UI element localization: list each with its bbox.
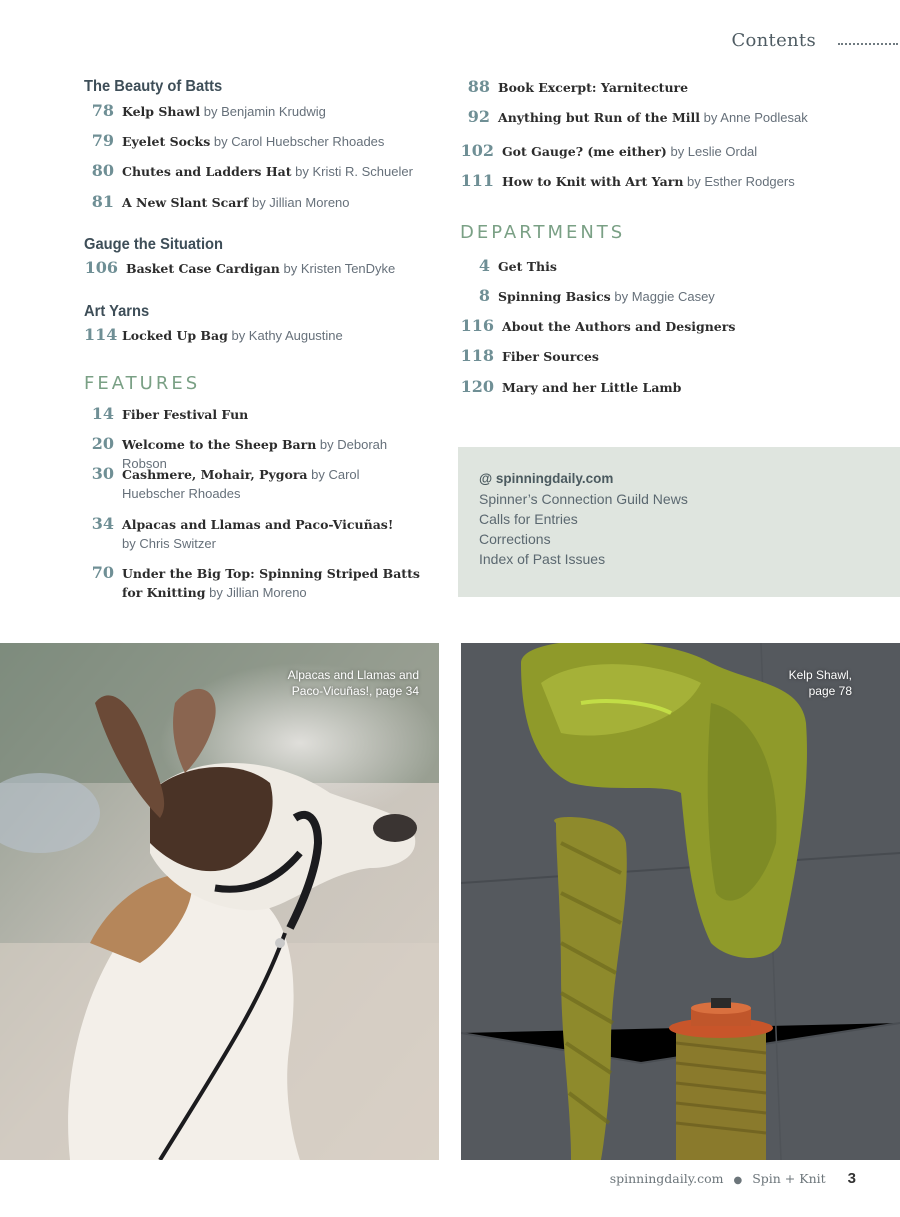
page-footer <box>610 1170 856 1187</box>
departments-heading: DEPARTMENTS <box>460 222 626 243</box>
entry-author: by Chris Switzer <box>122 536 216 551</box>
entry-author: by Maggie Casey <box>614 289 715 304</box>
entry-title: About the Authors and Designers <box>502 319 736 334</box>
llama-photo-caption <box>239 667 419 699</box>
page-number: 116 <box>460 316 494 335</box>
entry-title: Fiber Festival Fun <box>122 407 249 422</box>
entry-author: by Jillian Moreno <box>251 195 350 210</box>
footer-magazine: Spin + Knit <box>752 1171 826 1186</box>
page-number: 92 <box>467 107 490 126</box>
page-number: 114 <box>84 325 118 344</box>
caption-line: Paco-Vicuñas!, page 34 <box>291 684 419 698</box>
entry-author: by Esther Rodgers <box>687 174 795 189</box>
entry-title: Eyelet Socks <box>122 134 211 149</box>
toc-entry[interactable] <box>84 563 434 602</box>
entry-author: by Deborah Robson <box>122 437 388 471</box>
page-number: 20 <box>91 434 114 453</box>
entry-title: Fiber Sources <box>502 349 599 364</box>
toc-entry[interactable] <box>84 514 434 553</box>
entry-title: Locked Up Bag <box>122 328 228 343</box>
entry-title: Kelp Shawl <box>122 104 201 119</box>
entry-title: Cashmere, Mohair, Pygora <box>122 467 308 482</box>
entry-title: Mary and her Little Lamb <box>502 380 682 395</box>
section-heading-gauge-the-situation: Gauge the Situation <box>84 236 224 253</box>
entry-title: Anything but Run of the Mill <box>498 110 701 125</box>
toc-entry[interactable] <box>460 256 880 276</box>
toc-entry[interactable] <box>460 346 880 366</box>
entry-title: How to Knit with Art Yarn <box>502 174 684 189</box>
caption-line: Alpacas and Llamas and <box>287 668 419 682</box>
kelp-photo-caption <box>672 667 852 699</box>
entry-title: Got Gauge? (me either) <box>502 144 667 159</box>
page-number: 70 <box>91 563 114 582</box>
page-number: 78 <box>91 101 114 120</box>
page-number-footer: 3 <box>847 1170 856 1187</box>
entry-author: by Kristi R. Schueler <box>295 164 413 179</box>
entry-title: A New Slant Scarf <box>122 195 249 210</box>
header-dotted-rule <box>838 43 898 45</box>
page-title: Contents <box>731 30 816 51</box>
entry-author: by Anne Podlesak <box>703 110 808 125</box>
section-heading-art-yarns: Art Yarns <box>84 303 150 320</box>
website-link[interactable]: @ spinningdaily.com <box>479 471 614 486</box>
web-item-index-past-issues[interactable]: Index of Past Issues <box>479 551 606 567</box>
page-number: 8 <box>478 286 490 305</box>
web-item-corrections[interactable]: Corrections <box>479 531 551 547</box>
llama-illustration <box>0 643 439 1160</box>
page-number: 80 <box>91 161 114 180</box>
website-links-box <box>458 447 900 597</box>
toc-entry[interactable] <box>84 101 434 121</box>
page-number: 118 <box>460 346 494 365</box>
toc-entry[interactable] <box>460 77 880 97</box>
caption-line: page 78 <box>808 684 852 698</box>
entry-author: by Carol Huebscher Rhoades <box>213 134 385 149</box>
entry-author: by Kathy Augustine <box>231 328 343 343</box>
toc-entry[interactable] <box>84 404 434 424</box>
toc-entry[interactable] <box>460 286 880 306</box>
toc-entry[interactable] <box>84 258 434 278</box>
toc-entry[interactable] <box>84 192 434 212</box>
web-item-guild-news[interactable]: Spinner’s Connection Guild News <box>479 491 688 507</box>
entry-title: Spinning Basics <box>498 289 611 304</box>
entry-author: by Leslie Ordal <box>670 144 758 159</box>
toc-entry[interactable] <box>84 161 434 181</box>
toc-entry[interactable] <box>84 464 434 503</box>
web-item-calls-for-entries[interactable]: Calls for Entries <box>479 511 578 527</box>
entry-author: by Benjamin Krudwig <box>203 104 326 119</box>
toc-entry[interactable] <box>460 316 880 336</box>
entry-title: Alpacas and Llamas and Paco-Vicuñas! <box>122 517 394 532</box>
toc-entry[interactable] <box>460 171 880 191</box>
page-number: 34 <box>91 514 114 533</box>
kelp-yarn-photo <box>461 643 900 1160</box>
caption-line: Kelp Shawl, <box>788 668 852 682</box>
section-heading-beauty-of-batts: The Beauty of Batts <box>84 78 223 95</box>
footer-site[interactable]: spinningdaily.com <box>609 1171 724 1186</box>
entry-title: Chutes and Ladders Hat <box>122 164 292 179</box>
yarn-illustration <box>461 643 900 1160</box>
page-number: 30 <box>91 464 114 483</box>
toc-entry[interactable] <box>460 107 880 127</box>
toc-entry[interactable] <box>460 377 880 397</box>
entry-title: Basket Case Cardigan <box>126 261 280 276</box>
page-number: 106 <box>84 258 118 277</box>
entry-title: Book Excerpt: Yarnitecture <box>498 80 689 95</box>
entry-title: Under the Big Top: Spinning Striped Batts for Knitting <box>122 566 420 600</box>
entry-title: Welcome to the Sheep Barn <box>122 437 317 452</box>
toc-entry[interactable] <box>84 325 434 345</box>
page-number: 120 <box>460 377 494 396</box>
features-heading: FEATURES <box>84 373 201 394</box>
toc-entry[interactable] <box>84 131 434 151</box>
page-number: 111 <box>460 171 494 190</box>
entry-author: by Kristen TenDyke <box>283 261 396 276</box>
page-number: 79 <box>91 131 114 150</box>
entry-author: by Carol Huebscher Rhoades <box>122 467 360 501</box>
toc-entry[interactable] <box>460 141 880 161</box>
page-number: 88 <box>467 77 490 96</box>
llama-photo <box>0 643 439 1160</box>
page-number: 4 <box>478 256 490 275</box>
page-number: 14 <box>91 404 114 423</box>
page-number: 102 <box>460 141 494 160</box>
entry-author: by Jillian Moreno <box>209 585 307 600</box>
entry-title: Get This <box>498 259 557 274</box>
footer-separator-icon: ● <box>733 1175 743 1186</box>
page-number: 81 <box>91 192 114 211</box>
